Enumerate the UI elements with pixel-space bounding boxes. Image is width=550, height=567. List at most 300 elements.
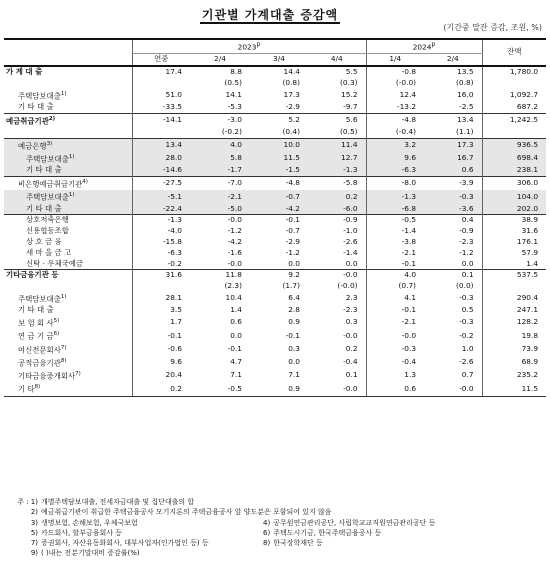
table-cell: -1.2 bbox=[424, 248, 482, 259]
table-row bbox=[4, 113, 546, 127]
unit-note: (기간중 말잔 증감, 조원, %) bbox=[443, 23, 542, 32]
title-text: 기관별 가계대출 증감액 bbox=[201, 8, 339, 22]
table-cell: -4.0 bbox=[167, 226, 182, 236]
table-cell: 10.0 bbox=[250, 138, 308, 152]
table-cell: 12.4 bbox=[399, 89, 417, 99]
table-cell: (-0.2) bbox=[221, 126, 242, 136]
table-cell: 0.6 bbox=[424, 165, 482, 176]
table-cell: -0.0 bbox=[227, 258, 242, 268]
table-cell: -0.3 bbox=[424, 316, 482, 329]
table-cell: 0.9 bbox=[250, 382, 308, 396]
table-cell: -0.0 bbox=[424, 382, 482, 396]
row-label-footnote: 7) bbox=[60, 344, 67, 351]
table-cell: -0.0 bbox=[401, 330, 417, 340]
table-row bbox=[4, 237, 546, 248]
header-col-1q24: 1/4 bbox=[366, 54, 424, 66]
table-cell: 698.4 bbox=[482, 152, 546, 165]
row-label-footnote: 5) bbox=[53, 318, 60, 325]
table-cell: -0.9 bbox=[424, 226, 482, 237]
row-label-text: 기타금융중개회사 bbox=[18, 371, 76, 381]
table-row bbox=[4, 356, 546, 369]
table-cell: -0.6 bbox=[167, 343, 182, 353]
table-cell: 12.7 bbox=[308, 152, 366, 165]
table-cell: 31.6 bbox=[521, 226, 539, 236]
table-cell: -0.9 bbox=[308, 215, 366, 226]
table-cell: -0.1 bbox=[227, 343, 242, 353]
header-col-4q23: 4/4 bbox=[308, 54, 366, 66]
table-cell: 0.0 bbox=[230, 330, 242, 340]
row-label-text: 주택담보대출 bbox=[18, 91, 61, 101]
table-row bbox=[4, 281, 546, 292]
table-cell: -33.5 bbox=[162, 101, 182, 111]
table-cell: 9.6 bbox=[366, 152, 424, 165]
row-label bbox=[4, 190, 132, 203]
table-cell: 0.0 bbox=[288, 258, 300, 268]
table-row bbox=[4, 66, 546, 78]
table-cell: 13.5 bbox=[424, 66, 482, 78]
table-cell: (0.4) bbox=[282, 126, 300, 136]
table-row bbox=[4, 248, 546, 259]
table-cell: 238.1 bbox=[482, 165, 546, 176]
table-cell: -22.4 bbox=[132, 204, 190, 215]
table-row bbox=[4, 190, 546, 203]
footnote-mark: 8) bbox=[263, 539, 271, 548]
table-cell: -2.3 bbox=[308, 305, 366, 316]
table-cell: -0.3 bbox=[424, 190, 482, 203]
table-cell: 1.3 bbox=[404, 370, 417, 380]
table-cell: 0.0 bbox=[288, 357, 300, 367]
footnote-mark: 2) bbox=[30, 508, 38, 517]
table-cell: 0.7 bbox=[424, 369, 482, 382]
footnote-text: 예금취급기관이 취급한 주택금융공사 모기지론의 주택금융공사 앞 양도분은 포함되어 있지 않음 bbox=[41, 508, 332, 517]
footnote-text: 생명보험, 손해보험, 우체국보험 bbox=[41, 518, 138, 527]
row-label-text: 상 호 금 융 bbox=[26, 237, 62, 247]
table-cell: 10.4 bbox=[225, 293, 242, 303]
table-cell: (0.0) bbox=[424, 281, 482, 292]
table-cell: -14.6 bbox=[132, 165, 190, 176]
row-label-text: 연 금 기 금 bbox=[18, 331, 54, 341]
table-row bbox=[4, 215, 546, 226]
table-row bbox=[4, 382, 546, 396]
table-cell: (1.7) bbox=[282, 281, 300, 291]
table-cell: 290.4 bbox=[516, 293, 539, 303]
row-label-footnote: 6) bbox=[53, 331, 60, 338]
table-cell: 16.7 bbox=[424, 152, 482, 165]
footnote-mark: 주 : 1) bbox=[17, 498, 38, 506]
row-label-footnote: 1) bbox=[68, 154, 75, 161]
loan-table bbox=[4, 38, 546, 397]
table-cell: 0.2 bbox=[308, 343, 366, 356]
table-cell: 306.0 bbox=[482, 177, 546, 191]
table-cell: -4.8 bbox=[366, 113, 424, 127]
table-cell: 0.3 bbox=[288, 343, 300, 353]
row-label-text: 주택담보대출 bbox=[26, 154, 69, 164]
table-cell: 0.6 bbox=[230, 317, 242, 327]
table-cell: 6.4 bbox=[288, 293, 300, 303]
table-cell: 31.6 bbox=[132, 270, 190, 281]
table-cell: (0.7) bbox=[398, 281, 417, 291]
table-cell bbox=[132, 281, 190, 292]
table-cell: -0.0 bbox=[190, 215, 250, 226]
footnote-line bbox=[4, 538, 546, 548]
row-label bbox=[4, 177, 132, 191]
table-cell: -0.4 bbox=[308, 356, 366, 369]
table-cell: 1.4 bbox=[230, 305, 242, 315]
row-label bbox=[4, 259, 132, 270]
table-row bbox=[4, 102, 546, 113]
table-cell: (2.3) bbox=[224, 281, 242, 291]
table-cell: -0.4 bbox=[401, 357, 417, 367]
table-cell bbox=[482, 78, 546, 89]
table-cell: 0.0 bbox=[308, 259, 366, 270]
table-cell: 1,092.7 bbox=[509, 89, 539, 99]
row-label-text: 기 타 대 출 bbox=[26, 165, 62, 175]
table-cell: 8.8 bbox=[190, 66, 250, 78]
footnote-text: 주택도시기금, 한국주택금융공사 등 bbox=[273, 528, 382, 537]
table-cell: 1,242.5 bbox=[482, 113, 546, 127]
row-label-text: 기 타 대 출 bbox=[26, 203, 62, 213]
row-label bbox=[4, 138, 132, 152]
row-label bbox=[4, 127, 132, 138]
row-label bbox=[4, 152, 132, 165]
table-row bbox=[4, 226, 546, 237]
table-cell: -0.7 bbox=[250, 190, 308, 203]
footnote-line bbox=[4, 548, 546, 558]
table-row bbox=[4, 343, 546, 356]
table-cell: -0.0 bbox=[308, 329, 366, 342]
table-cell: 0.1 bbox=[424, 270, 482, 281]
row-label-text: 주택담보대출 bbox=[18, 294, 61, 304]
table-cell: 13.4 bbox=[424, 113, 482, 127]
row-label bbox=[4, 270, 132, 281]
table-cell: 0.1 bbox=[308, 369, 366, 382]
table-row bbox=[4, 89, 546, 102]
table-row bbox=[4, 204, 546, 215]
table-row bbox=[4, 78, 546, 89]
row-label bbox=[4, 292, 132, 305]
table-cell: 17.3 bbox=[424, 138, 482, 152]
row-label-footnote: 1) bbox=[60, 90, 67, 97]
row-label-text: 상호저축은행 bbox=[26, 215, 69, 225]
table-cell: 13.4 bbox=[132, 138, 190, 152]
table-cell: 17.3 bbox=[283, 89, 300, 99]
table-cell: 19.8 bbox=[521, 330, 539, 340]
table-cell: -0.2 bbox=[167, 258, 182, 268]
table-cell: -5.0 bbox=[190, 204, 250, 215]
table-cell: 1,780.0 bbox=[482, 66, 546, 78]
table-cell: 235.2 bbox=[516, 370, 539, 380]
table-cell: -0.0 bbox=[308, 270, 366, 281]
table-cell: -1.3 bbox=[308, 165, 366, 176]
row-label bbox=[4, 369, 132, 382]
table-cell: 0.6 bbox=[366, 382, 424, 396]
table-cell: -1.3 bbox=[132, 215, 190, 226]
table-cell: 247.1 bbox=[516, 305, 539, 315]
footnote-text: 증권회사, 자산유동화회사, 대부사업자(인가법인 등) 등 bbox=[41, 539, 209, 548]
table-cell: 0.0 bbox=[424, 259, 482, 270]
table-cell: -15.8 bbox=[162, 237, 182, 247]
table-cell: 14.4 bbox=[250, 66, 308, 78]
table-cell: 2.8 bbox=[288, 305, 300, 315]
table-cell: (0.3) bbox=[308, 78, 366, 89]
row-label-text: 새 마 을 금 고 bbox=[26, 247, 72, 257]
header-row-years bbox=[4, 39, 546, 54]
table-cell: 11.4 bbox=[308, 138, 366, 152]
table-cell: -5.8 bbox=[308, 177, 366, 191]
header-col-3q23: 3/4 bbox=[250, 54, 308, 66]
table-cell: 9.2 bbox=[250, 270, 308, 281]
table-cell: 176.1 bbox=[516, 237, 539, 247]
header-blank bbox=[4, 39, 132, 66]
footnote-mark: 3) bbox=[30, 518, 38, 527]
table-cell: -5.1 bbox=[132, 190, 190, 203]
table-cell: -2.1 bbox=[401, 247, 417, 257]
table-cell: -2.5 bbox=[424, 102, 482, 113]
table-row bbox=[4, 165, 546, 176]
footnote-line bbox=[4, 528, 546, 538]
table-cell: -1.7 bbox=[190, 165, 250, 176]
row-label bbox=[4, 356, 132, 369]
table-cell: -0.1 bbox=[250, 215, 308, 226]
table-cell: -0.1 bbox=[167, 330, 182, 340]
table-cell: (-0.0) bbox=[395, 77, 417, 87]
row-label-footnote: 8) bbox=[34, 384, 41, 391]
footnote-mark: 7) bbox=[30, 539, 38, 548]
table-row bbox=[4, 152, 546, 165]
table-cell: -4.2 bbox=[227, 237, 242, 247]
header-2023: 2023$^p$ bbox=[132, 39, 366, 54]
row-label-footnote: 2) bbox=[48, 115, 56, 122]
table-row bbox=[4, 369, 546, 382]
table-cell: 0.4 bbox=[424, 215, 482, 226]
header-2024: 2024$^p$ bbox=[366, 39, 482, 54]
row-label-text: 주택담보대출 bbox=[26, 192, 69, 202]
table-cell: -1.4 bbox=[308, 248, 366, 259]
table-cell: 4.7 bbox=[230, 357, 242, 367]
row-label-text: 가 계 대 출 bbox=[6, 67, 43, 77]
row-label bbox=[4, 329, 132, 342]
table-cell: -4.8 bbox=[250, 177, 308, 191]
table-cell: 11.5 bbox=[482, 382, 546, 396]
row-label-text: 신탁 · 우체국예금 bbox=[26, 258, 84, 268]
row-label bbox=[4, 113, 132, 127]
table-cell: 51.0 bbox=[165, 89, 182, 99]
row-label-text: 예금은행 bbox=[18, 141, 47, 151]
footnote-line bbox=[4, 518, 546, 528]
table-cell: 2.3 bbox=[308, 292, 366, 305]
table-cell: -9.7 bbox=[308, 102, 366, 113]
row-label bbox=[4, 66, 132, 78]
table-cell: -6.0 bbox=[308, 204, 366, 215]
table-cell: -27.5 bbox=[132, 177, 190, 191]
header-col-2q23: 2/4 bbox=[190, 54, 250, 66]
table-cell: -6.8 bbox=[366, 204, 424, 215]
table-cell: -1.0 bbox=[308, 226, 366, 237]
table-cell: -4.2 bbox=[250, 204, 308, 215]
row-label-text: 여신전문회사 bbox=[18, 345, 61, 355]
footnote-mark: 6) bbox=[263, 528, 271, 537]
table-row bbox=[4, 177, 546, 191]
row-label bbox=[4, 102, 132, 113]
footnote-text: ( )내는 전분기말대비 증감률(%) bbox=[41, 549, 140, 558]
table-cell: -2.6 bbox=[308, 237, 366, 248]
table-cell: 936.5 bbox=[482, 138, 546, 152]
table-cell: -5.3 bbox=[227, 101, 242, 111]
header-balance: 잔액 bbox=[482, 39, 546, 66]
table-row bbox=[4, 127, 546, 138]
table-cell: 0.9 bbox=[288, 317, 300, 327]
table-cell: -2.6 bbox=[424, 356, 482, 369]
row-label-text: 비은행예금취급기관 bbox=[18, 179, 83, 189]
table-cell: (0.5) bbox=[308, 127, 366, 138]
table-cell: 5.6 bbox=[308, 113, 366, 127]
footnote-mark: 9) bbox=[30, 549, 38, 558]
table-cell: -7.0 bbox=[190, 177, 250, 191]
table-cell: 128.2 bbox=[516, 317, 539, 327]
table-cell: -1.4 bbox=[401, 226, 417, 236]
footnote-text: 한국장학재단 등 bbox=[273, 539, 323, 548]
table-cell: 0.3 bbox=[308, 316, 366, 329]
table-cell: (0.8) bbox=[424, 78, 482, 89]
row-label-text: 기타금융기관 등 bbox=[6, 270, 59, 280]
footnote-text: 개별주택담보대출, 전세자금대출 및 집단대출의 합 bbox=[41, 498, 195, 506]
table-cell: -14.1 bbox=[132, 113, 190, 127]
footnote-mark: 4) bbox=[263, 518, 271, 527]
table-cell: (0.5) bbox=[224, 77, 242, 87]
table-cell: -0.3 bbox=[424, 292, 482, 305]
table-cell: -2.9 bbox=[285, 237, 300, 247]
table-cell: 5.8 bbox=[190, 152, 250, 165]
footnote-line bbox=[4, 507, 546, 517]
row-label bbox=[4, 305, 132, 316]
table-cell: 16.0 bbox=[424, 89, 482, 102]
table-cell: -2.1 bbox=[190, 190, 250, 203]
table-cell: 5.2 bbox=[250, 113, 308, 127]
table-cell: 1.0 bbox=[424, 343, 482, 356]
table-cell: 15.2 bbox=[308, 89, 366, 102]
row-label-text: 기 타 bbox=[18, 384, 35, 394]
table-cell: (-0.4) bbox=[395, 126, 417, 136]
table-cell: 3.5 bbox=[170, 305, 182, 315]
row-label-text: 공적금융기관 bbox=[18, 358, 61, 368]
row-label bbox=[4, 316, 132, 329]
footnote-text: 공무원연금관리공단, 사립학교교직원연금관리공단 등 bbox=[273, 518, 436, 527]
table-cell: -3.0 bbox=[190, 113, 250, 127]
row-label-footnote: 1) bbox=[60, 294, 67, 301]
table-cell: -2.9 bbox=[285, 101, 300, 111]
table-row bbox=[4, 316, 546, 329]
header-col-2q24: 2/4 bbox=[424, 54, 482, 66]
row-label-footnote: 1) bbox=[68, 192, 75, 199]
row-label bbox=[4, 382, 132, 396]
table-cell: 202.0 bbox=[482, 204, 546, 215]
row-label-text: 보 험 회 사 bbox=[18, 318, 54, 328]
table-cell: 11.5 bbox=[250, 152, 308, 165]
table-cell: -0.1 bbox=[401, 258, 417, 268]
table-cell: -8.0 bbox=[366, 177, 424, 191]
table-cell: -13.2 bbox=[396, 101, 417, 111]
table-cell: 5.5 bbox=[308, 66, 366, 78]
table-cell: 7.1 bbox=[288, 370, 300, 380]
footnote-text: 카드회사, 할부금융회사 등 bbox=[41, 528, 123, 537]
table-cell: 4.0 bbox=[366, 270, 424, 281]
table-cell: -0.8 bbox=[366, 66, 424, 78]
table-cell: 68.9 bbox=[521, 357, 539, 367]
table-cell: -0.2 bbox=[424, 329, 482, 342]
table-cell: 17.4 bbox=[132, 66, 190, 78]
table-cell: 9.6 bbox=[170, 357, 182, 367]
row-label bbox=[4, 281, 132, 292]
table-cell bbox=[482, 127, 546, 138]
row-label bbox=[4, 204, 132, 215]
table-cell: 1.7 bbox=[170, 317, 182, 327]
table-cell: -6.3 bbox=[167, 247, 182, 257]
table-cell: (-0.0) bbox=[308, 281, 366, 292]
table-cell: -1.2 bbox=[227, 226, 242, 236]
row-label-footnote: 7) bbox=[75, 371, 81, 378]
row-label-text: 신용협동조합 bbox=[26, 226, 69, 236]
row-label-text: 기 타 대 출 bbox=[18, 305, 54, 315]
table-cell: 57.9 bbox=[521, 247, 539, 257]
row-label bbox=[4, 215, 132, 226]
table-cell: -0.5 bbox=[366, 215, 424, 226]
table-row bbox=[4, 138, 546, 152]
table-cell: 28.0 bbox=[132, 152, 190, 165]
table-cell: 11.8 bbox=[190, 270, 250, 281]
row-label-text: 예금취급기관 bbox=[6, 116, 49, 126]
row-label bbox=[4, 78, 132, 89]
table-cell: -0.1 bbox=[285, 330, 300, 340]
row-label bbox=[4, 89, 132, 102]
table-cell: 3.2 bbox=[366, 138, 424, 152]
table-cell: 687.2 bbox=[516, 101, 539, 111]
table-cell: -0.3 bbox=[401, 343, 417, 353]
row-label-footnote: 4) bbox=[82, 179, 88, 186]
row-label-footnote: 8) bbox=[60, 357, 67, 364]
table-row bbox=[4, 305, 546, 316]
table-cell: 38.9 bbox=[482, 215, 546, 226]
table-cell: 4.1 bbox=[404, 293, 417, 303]
table-cell: -0.5 bbox=[190, 382, 250, 396]
table-cell: -3.8 bbox=[401, 237, 417, 247]
table-cell: 0.2 bbox=[308, 190, 366, 203]
table-cell bbox=[482, 281, 546, 292]
footnote-line bbox=[4, 497, 546, 507]
table-cell: 28.1 bbox=[165, 293, 182, 303]
table-cell: -2.1 bbox=[401, 317, 417, 327]
footnotes bbox=[4, 497, 546, 559]
row-label bbox=[4, 237, 132, 248]
table-cell: -1.2 bbox=[285, 247, 300, 257]
table-cell: 20.4 bbox=[165, 370, 182, 380]
table-cell: -1.5 bbox=[250, 165, 308, 176]
table-cell: -1.6 bbox=[227, 247, 242, 257]
row-label bbox=[4, 165, 132, 176]
row-label bbox=[4, 343, 132, 356]
table-cell: 73.9 bbox=[521, 343, 539, 353]
table-row bbox=[4, 270, 546, 281]
table-row bbox=[4, 329, 546, 342]
table-cell: 104.0 bbox=[482, 190, 546, 203]
table-cell: 537.5 bbox=[482, 270, 546, 281]
table-cell: -0.1 bbox=[401, 305, 417, 315]
page-title bbox=[0, 6, 540, 23]
row-label bbox=[4, 248, 132, 259]
table-cell: -1.3 bbox=[366, 190, 424, 203]
table-cell: 1.4 bbox=[526, 258, 539, 268]
table-cell: (0.8) bbox=[282, 77, 300, 87]
header-col-annual: 연중 bbox=[132, 54, 190, 66]
